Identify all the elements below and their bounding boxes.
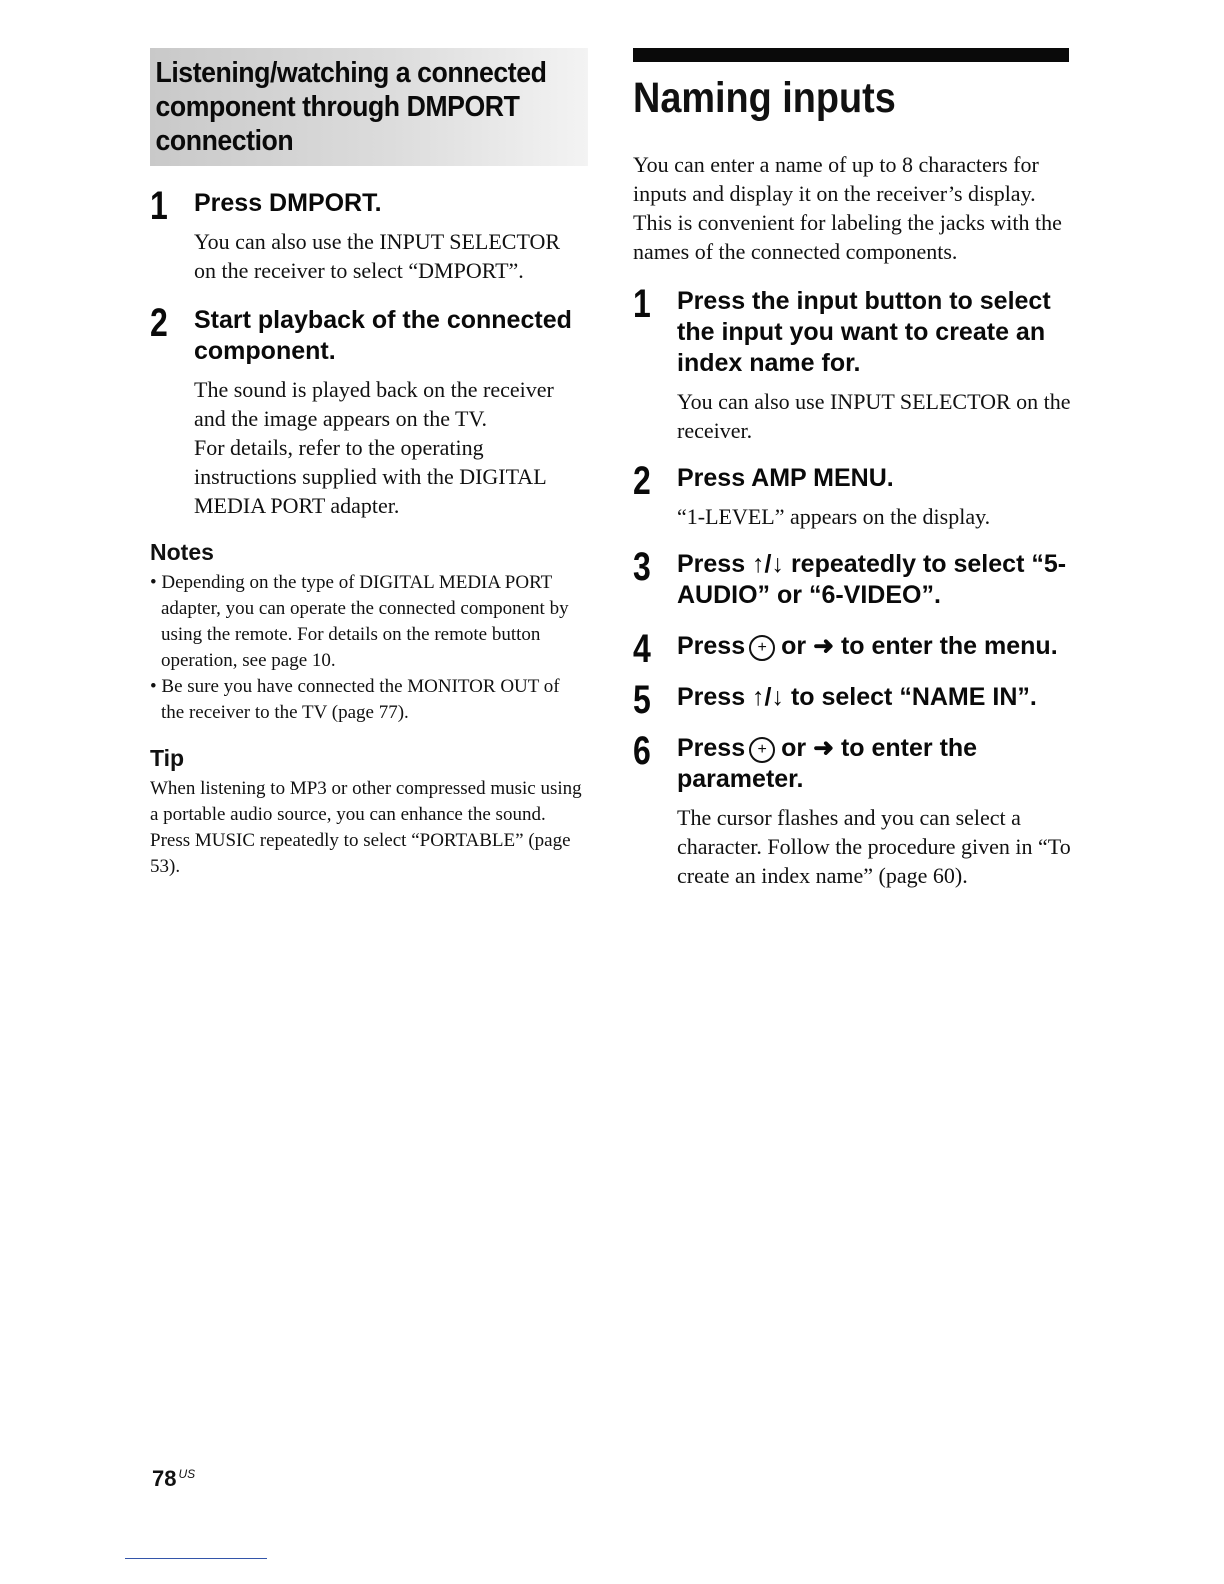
enter-button-icon: +: [749, 635, 775, 661]
step-title: Press AMP MENU.: [677, 464, 894, 492]
title-rule: [633, 48, 1069, 62]
step-title: [677, 631, 1073, 662]
step-number: 5: [633, 678, 651, 722]
intro-paragraph: You can enter a name of up to 8 characters for inputs and display it on the receiver’s display. This is convenient for labeling the jacks with the names of the connected components.: [633, 152, 1062, 264]
step-title-rest: or ➜ to enter the menu.: [781, 632, 1058, 660]
step-body: You can also use INPUT SELECTOR on the receiver.: [677, 389, 1071, 443]
right-column: [633, 48, 1073, 890]
left-column: [150, 48, 585, 880]
page-title: Naming inputs: [633, 74, 896, 122]
step-2-playback: [150, 301, 585, 520]
footer-line: [125, 1558, 267, 1559]
step-title: Press ↑/↓ to select “NAME IN”.: [677, 683, 1037, 711]
step-title: Start playback of the connected component.: [194, 306, 572, 365]
notes-list: [150, 570, 585, 726]
step-1-dmport: [150, 184, 585, 285]
step-body: The cursor flashes and you can select a character. Follow the procedure given in “To create an index name” (page 60).: [677, 805, 1071, 888]
step-5-name-in: [633, 678, 1073, 722]
section-title: Listening/watching a connected component through DMPORT connection: [150, 48, 588, 166]
step-title-press: Press: [677, 632, 746, 660]
step-6-enter-parameter: [633, 729, 1073, 890]
step-number: 1: [150, 184, 168, 228]
step-number: 3: [633, 545, 651, 589]
page-number-value: 78: [152, 1466, 177, 1491]
page-number-suffix: US: [178, 1466, 196, 1481]
step-2-amp-menu: [633, 459, 1073, 531]
step-title: Press ↑/↓ repeatedly to select “5-AUDIO” or “6-VIDEO”.: [677, 550, 1067, 609]
step-4-enter-menu: [633, 627, 1073, 671]
step-body-details: For details, refer to the operating instructions supplied with the DIGITAL MEDIA PORT adapter.: [194, 435, 546, 518]
step-title: Press the input button to select the input you want to create an index name for.: [677, 287, 1051, 377]
note-item: • Be sure you have connected the MONITOR OUT of the receiver to the TV (page 77).: [150, 676, 560, 723]
notes-heading: Notes: [150, 539, 214, 565]
page-number: [152, 1466, 195, 1492]
step-title: Press DMPORT.: [194, 189, 382, 217]
note-item: • Depending on the type of DIGITAL MEDIA PORT adapter, you can operate the connected component by using the remote. For details on the remote button operation, see page 10.: [150, 572, 569, 671]
step-body: You can also use the INPUT SELECTOR on the receiver to select “DMPORT”.: [194, 229, 561, 283]
step-1-input: [633, 282, 1073, 445]
step-number: 2: [633, 459, 651, 503]
enter-button-icon: +: [749, 737, 775, 763]
step-body: The sound is played back on the receiver and the image appears on the TV.: [194, 377, 554, 431]
step-title-rest: or ➜ to enter the parameter.: [677, 734, 978, 793]
step-number: 6: [633, 729, 651, 773]
step-title-press: Press: [677, 734, 746, 762]
step-number: 2: [150, 301, 168, 345]
step-number: 1: [633, 282, 651, 326]
step-number: 4: [633, 627, 651, 671]
tip-heading: Tip: [150, 745, 185, 771]
tip-body: When listening to MP3 or other compressed music using a portable audio source, you can enhance the sound. Press MUSIC repeatedly to select “PORTABLE” (page 53).: [150, 778, 582, 877]
step-title: [677, 733, 1073, 795]
step-body: “1-LEVEL” appears on the display.: [677, 504, 991, 529]
step-3-select-audio-video: [633, 545, 1073, 611]
